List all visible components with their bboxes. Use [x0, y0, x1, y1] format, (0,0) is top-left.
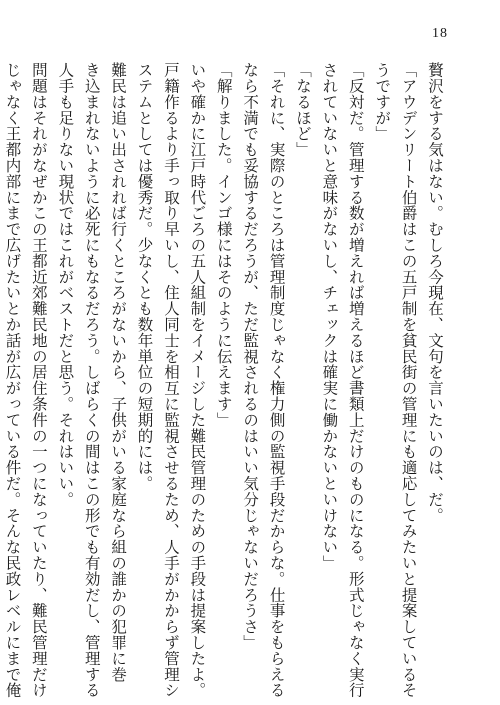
- text-line: 「反対だ。管理する数が増えれば増えるほど書類上だけのものになる。形式じゃなく実行: [346, 62, 365, 698]
- text-line: 贅沢をする気はない。むしろ今現在、文句を言いたいのは、だ。: [426, 62, 444, 524]
- page-number: 18: [432, 26, 448, 41]
- text-line: 「それに、実際のところは管理制度じゃなく権力側の監視手段だからな。仕事をもらえる: [267, 62, 286, 698]
- text-line: じゃなく王都内部にまで広げたいとか話が広がっている件だ。そんな民政レベルにまで俺: [3, 62, 22, 698]
- text-line: うですが」: [373, 62, 392, 142]
- text-line: 問題はそれがなぜかこの王都近郊難民地の居住条件の一つになっていたり、難民管理だけ: [29, 62, 48, 698]
- text-line: 「解りました。インゴ様にはそのように伝えます」: [214, 62, 233, 428]
- text-line: いや確かに江戸時代ごろの五人組制をイメージした難民管理のための手段は提案したよ。: [188, 62, 207, 698]
- text-line: されていないと意味がないし、チェックは確実に働かないといけない」: [320, 62, 339, 571]
- text-line: 「アウデンリート伯爵はこの五戸制を貧民街の管理にも適応してみたいと提案しているそ: [399, 62, 418, 698]
- text-line: 難民は追い出されれば行くところがないから、子供がいる家庭なら組の誰かの犯罪に巻: [109, 62, 128, 683]
- text-line: 「なるほど」: [293, 62, 312, 158]
- text-line: ステムとしては優秀だ。少なくとも数年単位の短期的には。: [135, 62, 154, 492]
- text-line: 戸籍作るより手っ取り早いし、住人同士を相互に監視させるため、人手がかからず管理シ: [161, 62, 180, 698]
- text-line: 人手も足りない現状ではこれがベストだと思う。それはいい。: [56, 62, 75, 508]
- text-line: き込まれないように必死にもなるだろう。しばらくの間はこの形でも有効だし、管理する: [82, 62, 101, 698]
- text-line: なら不満でも妥協するだろうが、ただ監視されるのはいい気分じゃないだろうさ」: [241, 62, 260, 651]
- body-text: [3, 62, 448, 698]
